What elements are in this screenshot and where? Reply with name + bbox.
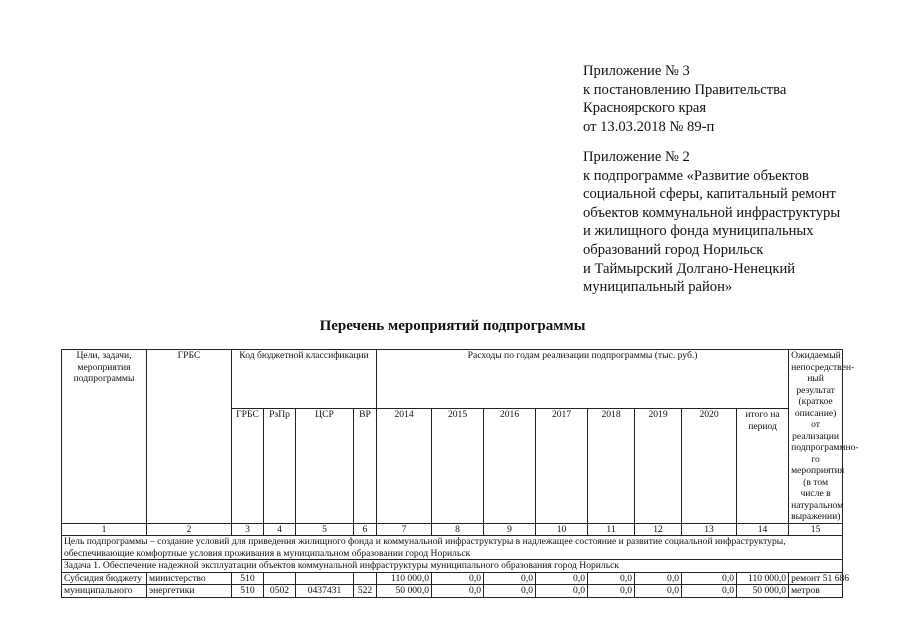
column-number: 14 xyxy=(737,523,789,536)
measure-name: Субсидия бюджету xyxy=(62,572,147,585)
expense-2014: 110 000,0 xyxy=(377,572,432,585)
header-year: 2018 xyxy=(588,409,635,523)
column-number: 3 xyxy=(232,523,264,536)
grbs-code: 510 xyxy=(232,572,264,585)
appendix-2-line: и Таймырский Долгано-Ненецкий xyxy=(583,260,796,277)
column-number: 7 xyxy=(377,523,432,536)
column-number: 4 xyxy=(264,523,296,536)
expense-2017: 0,0 xyxy=(536,585,588,598)
header-sub-vr: ВР xyxy=(354,409,377,523)
column-number: 9 xyxy=(484,523,536,536)
expense-2018: 0,0 xyxy=(588,572,635,585)
expense-2016: 0,0 xyxy=(484,572,536,585)
header-year: 2017 xyxy=(536,409,588,523)
appendix-2-line: Приложение № 2 xyxy=(583,149,690,165)
appendix-3-line: Красноярского края xyxy=(583,100,707,117)
appendix-3-line: от 13.03.2018 № 89-п xyxy=(583,118,715,135)
grbs-code: 510 xyxy=(232,585,264,598)
column-number: 1 xyxy=(62,523,147,536)
header-year: 2019 xyxy=(635,409,682,523)
csr-code xyxy=(296,572,354,585)
table-row xyxy=(62,572,843,585)
expense-2020: 0,0 xyxy=(682,585,737,598)
header-year: 2020 xyxy=(682,409,737,523)
expense-2017: 0,0 xyxy=(536,572,588,585)
appendix-2-line: и жилищного фонда муниципальных xyxy=(583,223,814,240)
expense-2020: 0,0 xyxy=(682,572,737,585)
expense-2018: 0,0 xyxy=(588,585,635,598)
header-expenses: Расходы по годам реализации подпрограммы (тыс. руб.) xyxy=(377,350,789,409)
header-grbs: ГРБС xyxy=(147,350,232,524)
header-row-1 xyxy=(62,350,843,409)
column-number: 13 xyxy=(682,523,737,536)
measure-name: муниципального xyxy=(62,585,147,598)
grbs-name: министерство xyxy=(147,572,232,585)
header-expected-result: Ожидаемый непосредствен-ный результат (краткое описание) от реализации подпрограммно-го мероприятия (в том числе в натуральном выражении) xyxy=(789,350,843,524)
document-title: Перечень мероприятий подпрограммы xyxy=(319,318,586,334)
header-year: 2015 xyxy=(432,409,484,523)
task-row xyxy=(62,560,843,573)
expense-2019: 0,0 xyxy=(635,572,682,585)
column-number: 8 xyxy=(432,523,484,536)
header-total-period: итого на период xyxy=(737,409,789,523)
header-budget-code: Код бюджетной классификации xyxy=(232,350,377,409)
column-number: 2 xyxy=(147,523,232,536)
appendix-2-line: к подпрограмме «Развитие объектов xyxy=(583,167,809,184)
expense-total: 50 000,0 xyxy=(737,585,789,598)
task-1-text: Задача 1. Обеспечение надежной эксплуатации объектов коммунальной инфраструктуры муниципального образования город Норильск xyxy=(62,560,843,573)
expected-result: метров xyxy=(789,585,843,598)
header-sub-csr: ЦСР xyxy=(296,409,354,523)
appendix-2-block xyxy=(583,148,840,297)
measures-table xyxy=(61,349,859,598)
column-number-row xyxy=(62,523,843,536)
appendix-2-line: объектов коммунальной инфраструктуры xyxy=(583,204,841,221)
expense-2015: 0,0 xyxy=(432,585,484,598)
csr-code: 0437431 xyxy=(296,585,354,598)
header-goals: Цели, задачи, мероприятия подпрограммы xyxy=(62,350,147,524)
appendix-3-line: Приложение № 3 xyxy=(583,63,690,79)
header-sub-rzpr: РзПр xyxy=(264,409,296,523)
appendix-3-block xyxy=(583,62,786,136)
column-number: 15 xyxy=(789,523,843,536)
rzpr-code xyxy=(264,572,296,585)
goal-row xyxy=(62,536,843,560)
appendix-3-line: к постановлению Правительства xyxy=(583,81,787,98)
appendix-2-line: образований город Норильск xyxy=(583,241,764,258)
appendix-2-line: социальной сферы, капитальный ремонт xyxy=(583,186,836,203)
appendix-2-line: муниципальный район» xyxy=(583,279,733,296)
expected-result: ремонт 51 686 xyxy=(789,572,843,585)
expense-total: 110 000,0 xyxy=(737,572,789,585)
vr-code xyxy=(354,572,377,585)
rzpr-code: 0502 xyxy=(264,585,296,598)
column-number: 12 xyxy=(635,523,682,536)
expense-2016: 0,0 xyxy=(484,585,536,598)
grbs-name: энергетики xyxy=(147,585,232,598)
goal-text: Цель подпрограммы – создание условий для приведения жилищного фонда и коммунальной инфраструктуры в надлежащее состояние и развитие социальной инфраструктуры, обеспечивающие комфортные условия проживания в муниципальном образовании город Норильск xyxy=(62,536,843,560)
expense-2019: 0,0 xyxy=(635,585,682,598)
column-number: 5 xyxy=(296,523,354,536)
expense-2015: 0,0 xyxy=(432,572,484,585)
column-number: 10 xyxy=(536,523,588,536)
header-year: 2016 xyxy=(484,409,536,523)
vr-code: 522 xyxy=(354,585,377,598)
header-year: 2014 xyxy=(377,409,432,523)
table-row xyxy=(62,585,843,598)
column-number: 6 xyxy=(354,523,377,536)
expense-2014: 50 000,0 xyxy=(377,585,432,598)
column-number: 11 xyxy=(588,523,635,536)
header-sub-grbs: ГРБС xyxy=(232,409,264,523)
